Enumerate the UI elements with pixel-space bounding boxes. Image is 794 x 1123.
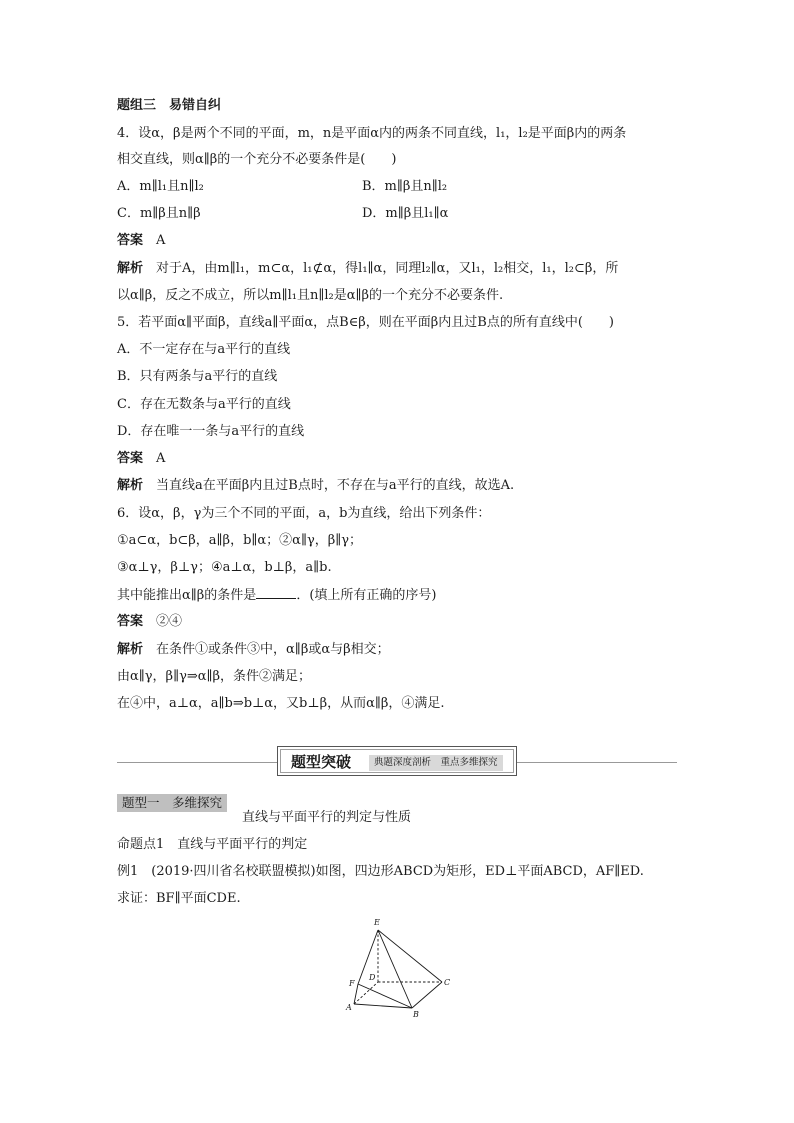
banner-subtitle: 典题深度剖析 重点多维探究: [369, 755, 503, 771]
q4-answer: [117, 232, 165, 250]
q5-option-b: B．只有两条与a平行的直线: [117, 369, 278, 384]
q6-stem-line2: ①a⊂α，b⊂β，a∥β，b∥α；②α∥γ，β∥γ；: [117, 533, 363, 548]
analysis-label: 解析: [117, 261, 144, 276]
q5-option-d: D．存在唯一一条与a平行的直线: [117, 424, 305, 439]
example-line2: 求证：BF∥平面CDE.: [117, 891, 241, 906]
label-d: D: [369, 973, 376, 982]
q6-answer: [117, 613, 182, 631]
q6-stem-after-blank: ．(填上所有正确的序号): [296, 588, 437, 603]
q5-analysis-line1: [117, 477, 514, 495]
analysis-text: 当直线a在平面β内且过B点时，不存在与a平行的直线，故选A.: [156, 478, 515, 493]
q4-option-d: D．m∥β且l₁∥α: [362, 206, 449, 221]
q4-stem-line2: 相交直线，则α∥β的一个充分不必要条件是( ): [117, 152, 397, 167]
group-title: 题组三 易错自纠: [117, 98, 222, 113]
answer-label: 答案: [117, 233, 144, 248]
q4-analysis-line1: [117, 260, 618, 278]
label-e: E: [374, 918, 380, 927]
analysis-text: 在条件①或条件③中，α∥β或α与β相交；: [156, 642, 390, 657]
answer-value: A: [156, 233, 166, 248]
q6-stem-line3: ③α⊥γ，β⊥γ；④a⊥α，b⊥β，a∥b.: [117, 560, 332, 575]
q4-option-b: B．m∥β且n∥l₂: [362, 179, 448, 194]
q5-option-c: C．存在无数条与a平行的直线: [117, 397, 291, 412]
q6-stem-line4: [117, 586, 436, 605]
q5-stem-line1: 5．若平面α∥平面β，直线a∥平面α，点B∈β，则在平面β内且过B点的所有直线中( ): [117, 315, 615, 330]
q5-option-a: A．不一定存在与a平行的直线: [117, 342, 291, 357]
label-b: B: [413, 1010, 419, 1019]
q6-analysis-line3: 在④中，a⊥α，a∥b⇒b⊥α，又b⊥β，从而α∥β，④满足.: [117, 696, 445, 711]
q4-option-a: A．m∥l₁且n∥l₂: [117, 179, 204, 194]
q4-analysis-line2: 以α∥β，反之不成立，所以m∥l₁且n∥l₂是α∥β的一个充分不必要条件.: [117, 288, 504, 303]
proposition-point: 命题点1 直线与平面平行的判定: [117, 837, 308, 852]
banner-rule-right: [517, 762, 677, 763]
edge-eb: [378, 930, 412, 1008]
label-a: A: [346, 1003, 352, 1012]
answer-value: A: [156, 451, 166, 466]
q4-option-c: C．m∥β且n∥β: [117, 206, 201, 221]
answer-label: 答案: [117, 451, 144, 466]
banner-rule-left: [117, 762, 277, 763]
type-subtitle: 直线与平面平行的判定与性质: [242, 810, 412, 825]
type-tag: 题型一 多维探究: [117, 794, 227, 812]
answer-label: 答案: [117, 614, 144, 629]
analysis-text: 对于A，由m∥l₁，m⊂α，l₁⊄α，得l₁∥α，同理l₂∥α，又l₁，l₂相交，l₁，l₂⊂β，所: [156, 261, 619, 276]
banner-title: 题型突破: [290, 753, 351, 771]
geometry-figure: [340, 914, 460, 1020]
analysis-label: 解析: [117, 642, 144, 657]
q6-stem-before-blank: 其中能推出α∥β的条件是: [117, 588, 257, 603]
answer-blank: [256, 586, 296, 599]
label-f: F: [349, 979, 355, 988]
q6-analysis-line1: [117, 641, 390, 659]
q6-stem-line1: 6．设α，β，γ为三个不同的平面，a，b为直线，给出下列条件：: [117, 506, 491, 521]
example-line1: 例1 (2019·四川省名校联盟模拟)如图，四边形ABCD为矩形，ED⊥平面ABCD，AF∥ED.: [117, 864, 644, 879]
label-c: C: [444, 978, 451, 987]
analysis-label: 解析: [117, 478, 144, 493]
q6-analysis-line2: 由α∥γ，β∥γ⇒α∥β，条件②满足；: [117, 669, 312, 684]
edge-ec: [378, 930, 442, 982]
q4-stem-line1: 4．设α，β是两个不同的平面，m，n是平面α内的两条不同直线，l₁，l₂是平面β内的两条: [117, 126, 627, 141]
q5-answer: [117, 450, 165, 468]
answer-value: ②④: [156, 614, 183, 629]
edge-bc: [412, 982, 442, 1008]
